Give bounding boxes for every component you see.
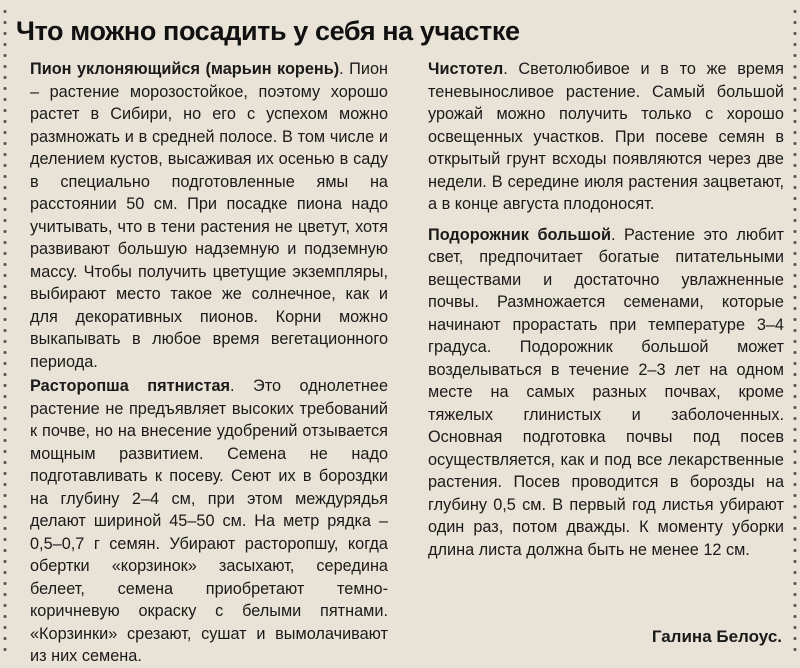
text-milk-thistle: . Это однолетнее растение не предъявляет высоких требований к почве, но на внесение удобрений отзывается мощным развитием. Семена не надо подготавливать к посеву. Сеют их в бороздки на глубину 2–4 см, при этом междурядья делают шириной 45–50 см. На метр рядка – 0,5–0,7 г семян. Убирают расторопшу, когда обертки «корзинок» засыхают, середина белеет, семена приобретают темно-коричневую окраску с белыми пятнами. «Корзинки» срезают, сушат и вымолачивают из них семена.	[30, 377, 388, 665]
paragraph-peony	[16, 58, 388, 373]
paragraph-milk-thistle	[16, 375, 388, 668]
text-celandine: . Светолюбивое и в то же время теневыносливое растение. Самый большой урожай можно получить только с хорошо освещенных участков. При посеве семян в открытый грунт всходы появляются через две недели. В середине июля растения зацветают, а в конце августа плодоносят.	[428, 60, 784, 213]
article-title: Что можно посадить у себя на участке	[16, 16, 520, 46]
term-peony: Пион уклоняющийся (марьин корень)	[30, 60, 340, 78]
dotted-border-left	[2, 6, 8, 657]
term-milk-thistle: Расторопша пятнистая	[30, 377, 231, 395]
text-column-right	[414, 58, 784, 561]
paragraph-celandine	[414, 58, 784, 216]
term-plantain: Подорожник большой	[428, 225, 611, 244]
text-plantain: . Растение это любит свет, предпочитает богатые питательными веществами и достаточно увлажненные почвы. Размножается семенами, которые начинают прорастать при температуре 3–4 градуса. Подорожник большой может возделываться в течение 2–3 лет на одном месте на самых разных почвах, кроме тяжелых глинистых и заболоченных. Основная подготовка почвы под посев осуществляется, как и под все лекарственные растения. Посев проводится в борозды на глубину 0,5 см. В первый год листья убирают один раз, потом дважды. К моменту уборки длина листа должна быть не менее 12 см.	[428, 225, 784, 559]
text-peony: . Пион – растение морозостойкое, поэтому хорошо растет в Сибири, но его с успехом можно размножать и в средней полосе. В том числе и делением кустов, высаживая их осенью в саду в специально подготовленные ямы на расстоянии 50 см. При посадке пиона надо учитывать, что в тени растения не цветут, хотя развивают большую надземную и подземную массу. Чтобы получить цветущие экземпляры, выбирают место такое же солнечное, как и для декоративных пионов. Корни можно выкапывать в любое время вегетационного периода.	[30, 60, 388, 371]
dotted-border-right	[792, 6, 798, 657]
term-celandine: Чистотел	[428, 60, 504, 78]
text-column-left	[16, 58, 388, 668]
paragraph-plantain	[414, 224, 784, 562]
author-signature: Галина Белоус.	[651, 627, 782, 646]
